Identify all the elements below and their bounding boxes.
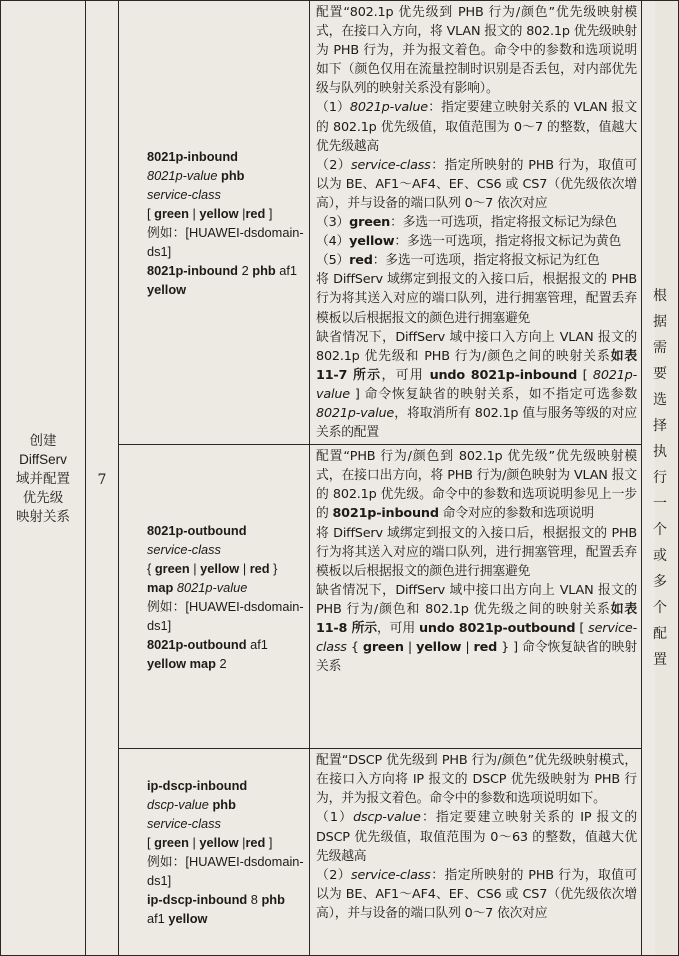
description-cell	[310, 445, 642, 749]
command-segment: yellow	[199, 835, 239, 851]
note-char: 个	[653, 522, 667, 539]
command-segment: }	[269, 560, 278, 576]
command-segment: |	[239, 560, 250, 576]
function-label-line: DiffServ	[19, 451, 67, 467]
command-segment: yellow	[147, 281, 187, 297]
note-char: 选	[653, 392, 667, 409]
command-segment: red	[245, 835, 266, 851]
note-text	[642, 283, 678, 673]
description-paragraph: （2）service-class：指定所映射的 PHB 行为，取值可以为 BE、AF1～AF4、EF、CS6 或 CS7（优先级依次增高），并与设备的端口队列 0～7 依次对应	[316, 157, 638, 211]
command-segment: green	[154, 205, 189, 221]
command-segment: 2	[238, 262, 253, 278]
description-text	[316, 447, 637, 676]
function-label-line: 映射关系	[16, 508, 70, 524]
command-segment: phb	[261, 892, 285, 908]
description-paragraph: 配置“DSCP 优先级到 PHB 行为/颜色”优先级映射模式，在接口入方向将 IP 报文的 DSCP 优先级映射为 PHB 行为，并为报文着色。命令中的参数和选项说明如下。	[316, 753, 637, 807]
command-segment: map	[147, 579, 174, 595]
command-segment: green	[154, 835, 189, 851]
note-char: 行	[653, 470, 667, 487]
command-segment: 例如：[HUAWEI-dsdomain-ds1]	[147, 854, 304, 889]
note-char: 要	[653, 366, 667, 383]
command-segment: 8021p-value	[147, 167, 218, 183]
note-cell	[642, 1, 679, 956]
command-cell	[119, 445, 310, 749]
command-segment: 8021p-outbound	[147, 522, 247, 538]
command-segment: 8021p-outbound	[147, 636, 247, 652]
command-segment: ]	[265, 835, 273, 851]
function-cell	[1, 1, 86, 956]
note-char: 执	[653, 444, 667, 461]
command-segment: {	[147, 560, 155, 576]
command-segment: |	[238, 835, 246, 851]
command-text	[147, 521, 305, 673]
command-segment: service-class	[147, 541, 221, 557]
description-paragraph: （5）red：多选一可选项，指定将报文标记为红色	[316, 253, 600, 269]
description-paragraph: （2）service-class：指定所映射的 PHB 行为，取值可以为 BE、AF1～AF4、EF、CS6 或 CS7（优先级依次增高），并与设备的端口队列 0～7 依次对应	[316, 867, 638, 921]
command-segment: yellow	[200, 560, 240, 576]
command-segment: [	[147, 205, 155, 221]
command-segment: |	[189, 560, 201, 576]
command-segment: service-class	[147, 816, 221, 832]
description-text	[316, 751, 637, 923]
command-segment: 8021p-value	[176, 579, 248, 595]
command-segment: red	[245, 205, 266, 221]
description-cell	[310, 749, 642, 956]
command-segment: 2	[215, 655, 227, 671]
note-char: 一	[653, 496, 667, 513]
command-text	[147, 147, 305, 299]
command-segment: yellow	[199, 205, 239, 221]
description-cell	[310, 1, 642, 445]
command-segment: red	[249, 560, 270, 576]
command-segment: 8021p-inbound	[147, 262, 239, 278]
note-char: 需	[653, 340, 667, 357]
description-paragraph: （1）dscp-value：指定要建立映射关系的 IP 报文的 DSCP 优先级值，取值范围为 0～63 的整数，值越大优先级越高	[316, 810, 637, 864]
function-label-line: 域并配置	[16, 470, 70, 486]
command-segment: 例如：[HUAWEI-dsdomain-ds1]	[147, 224, 304, 259]
command-segment: 8021p-inbound	[147, 148, 239, 164]
description-paragraph: 将 DiffServ 域绑定到报文的入接口后，根据报文的 PHB 行为将其送入对应的端口队列，进行拥塞管理，配置丢弃模板以后根据报文的颜色进行拥塞避免	[316, 272, 637, 326]
command-segment: 例如：[HUAWEI-dsdomain-ds1]	[147, 598, 304, 633]
command-segment: phb	[252, 262, 276, 278]
note-char: 或	[653, 548, 667, 565]
command-segment: ip-dscp-inbound	[147, 892, 248, 908]
note-char: 个	[653, 600, 667, 617]
command-segment: ip-dscp-inbound	[147, 778, 248, 794]
description-paragraph: （4）yellow：多选一可选项，指定将报文标记为黄色	[316, 234, 622, 250]
command-segment: 8	[247, 892, 262, 908]
note-char: 根	[653, 288, 667, 305]
note-char: 多	[653, 574, 667, 591]
step-number: 7	[97, 471, 107, 488]
command-segment: af1	[147, 911, 169, 927]
step-cell	[86, 1, 119, 956]
command-segment: ]	[265, 205, 273, 221]
command-text	[147, 776, 305, 928]
table-row	[1, 1, 679, 445]
function-label-line: 创建	[29, 432, 57, 448]
note-char: 择	[653, 418, 667, 435]
command-segment: service-class	[147, 186, 221, 202]
command-segment: |	[188, 835, 200, 851]
note-char: 据	[653, 314, 667, 331]
description-paragraph: 配置“802.1p 优先级到 PHB 行为/颜色”优先级映射模式，在接口入方向，将 VLAN 报文的 802.1p 优先级映射为 PHB 行为，并为报文着色。命令中的参数和选项说明如下（颜色仅用在流量控制时识别是否丢包，对内部优先级与队列的映射关系没有影响）。	[316, 5, 637, 97]
command-segment: green	[154, 560, 190, 576]
command-segment: phb	[221, 167, 245, 183]
command-segment: yellow map	[147, 655, 216, 671]
description-paragraph: （1）8021p-value：指定要建立映射关系的 VLAN 报文的 802.1p 优先级值，取值范围为 0～7 的整数，值越大优先级越高	[316, 100, 637, 154]
command-segment: phb	[212, 797, 236, 813]
description-paragraph: 配置“PHB 行为/颜色到 802.1p 优先级”优先级映射模式，在接口出方向，将 PHB 行为/颜色映射为 VLAN 报文的 802.1p 优先级。命令中的参数和选项说明参见上一步的 8021p-inbound 命令对应的参数和选项说明	[316, 449, 637, 522]
description-paragraph: 缺省情况下，DiffServ 域中接口出方向上 VLAN 报文的 PHB 行为/颜色和 802.1p 优先级之间的映射关系如表 11-8 所示，可用 undo 8021p-outbound [ service-class { green | yellow | red } ] 命令恢复缺省的映射关系	[316, 582, 637, 675]
description-paragraph: 将 DiffServ 域绑定到报文的入接口后，根据报文的 PHB 行为将其送入对应的端口队列，进行拥塞管理，配置丢弃模板以后根据报文的颜色进行拥塞避免	[316, 525, 637, 579]
command-segment: yellow	[168, 911, 208, 927]
function-label-line: 优先级	[22, 489, 64, 505]
command-cell	[119, 1, 310, 445]
command-segment: [	[147, 835, 155, 851]
command-segment: |	[188, 205, 200, 221]
command-segment: dscp-value	[147, 797, 209, 813]
description-text	[316, 3, 637, 442]
command-segment: |	[238, 205, 246, 221]
description-paragraph: 缺省情况下，DiffServ 域中接口入方向上 VLAN 报文的 802.1p 优先级和 PHB 行为/颜色之间的映射关系如表 11-7 所示，可用 undo 8021p-inbound [ 8021p-value ] 命令恢复缺省的映射关系，如不指定可选参数 8021p-value，将取消所有 802.1p 值与服务等级的对应关系的配置	[316, 329, 637, 441]
command-segment: af1	[275, 262, 298, 278]
note-char: 配	[653, 626, 667, 643]
command-segment: af1	[246, 636, 268, 652]
note-char: 置	[653, 652, 667, 669]
function-label	[1, 431, 85, 526]
command-cell	[119, 749, 310, 956]
description-paragraph: （3）green：多选一可选项，指定将报文标记为绿色	[316, 215, 617, 231]
